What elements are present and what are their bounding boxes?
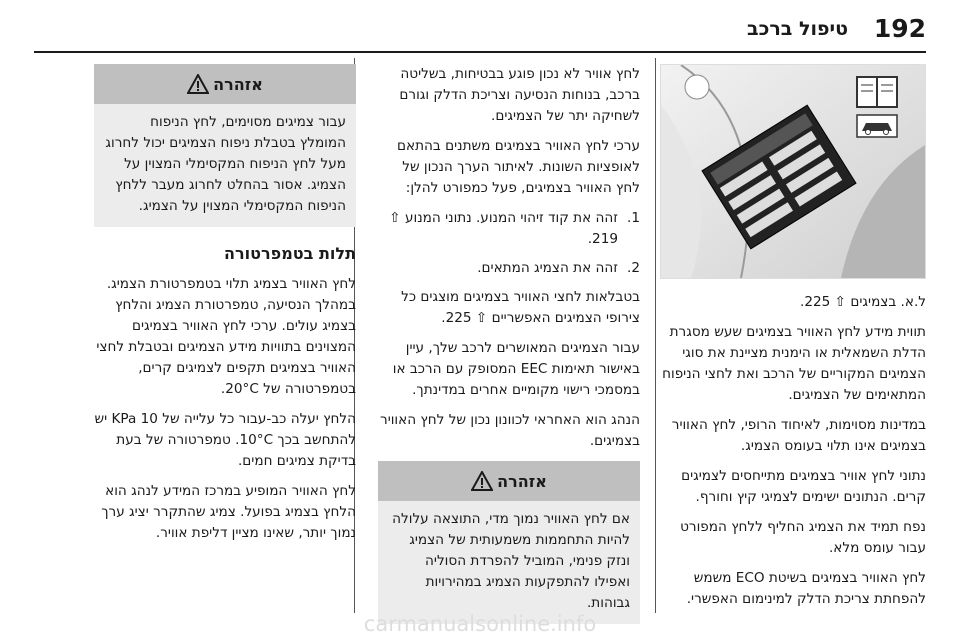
warning-title: אזהרה [497, 471, 547, 491]
warning-text: אם לחץ האוויר נמוך מדי, התוצאה עלולה להיות התחממות משמעותית של הצמיג ונזק פנימי, המוביל להפרדת הסוליה ואפילו להתפקעות הצמיג במהירויות גבוהות. [392, 511, 630, 611]
header-rule [34, 51, 926, 53]
tire-pressure-label-figure [660, 64, 926, 279]
paragraph: נפח תמיד את הצמיג החליף ללחץ המפורט עבור עומס מלא. [680, 519, 926, 556]
section-heading: תלות בטמפרטורה [224, 244, 356, 263]
column-middle [378, 64, 640, 640]
paragraph: במדינות מסוימות, לאיחוד הרופי, לחץ האוויר בצמיגים אינו תלוי בעומס הצמיג. [671, 417, 926, 454]
book-icon [857, 77, 897, 107]
watermark: carmanualsonline.info [363, 612, 597, 636]
paragraph: לחץ האוויר המופיע במרכז המידע לנהג הוא הלחץ בצמיג בפועל. צמיג שהתקרר יציג ערך נמוך יותר, שאינו מציין דליפת אוויר. [101, 483, 356, 541]
warning-header [94, 64, 356, 104]
warning-title: אזהרה [213, 74, 263, 94]
paragraph: הנהג הוא האחראי לכוונון נכון של לחץ האוויר בצמיגים. [380, 412, 640, 449]
column-divider-right [655, 58, 656, 613]
seal-icon [685, 75, 709, 99]
figure-caption: ל.א. בצמיגים ⇧ 225. [800, 294, 926, 310]
paragraph: לחץ האוויר בצמיגים בשיטת ECO משמש להפחתת צריכת הדלק למינימום האפשרי. [686, 570, 926, 607]
car-icon [857, 115, 897, 137]
paragraph: בטבלאות לחצי האוויר בצמיגים מוצגים כל צירופי הצמיגים האפשריים ⇧ 225. [401, 289, 640, 326]
page-header [0, 0, 960, 50]
warning-triangle-icon [471, 471, 493, 491]
numbered-list [378, 208, 640, 279]
warning-text: עבור צמיגים מסוימים, לחץ הניפוח המומלץ בטבלת ניפוח הצמיגים יכול לחרוג מעל לחץ הניפוח המקסימלי המצוין על הצמיג. אסור בהחלט לחרוג מעבר ללחץ הניפוח המקסימלי המצוין על הצמיג. [105, 114, 346, 214]
door-frame-illustration [661, 65, 925, 278]
warning-box [94, 64, 356, 227]
column-right [660, 292, 926, 619]
list-item: 1. זהה את קוד זיהוי המנוע. נתוני המנוע ⇧ 219. [389, 210, 640, 247]
paragraph: נתוני לחץ אוויר בצמיגים מתייחסים לצמיגים קרים. הנתונים ישימים לצמיגי קיץ וחורף. [681, 468, 926, 505]
chapter-title: טיפול ברכב [746, 18, 848, 40]
page-number: 192 [873, 14, 926, 43]
paragraph: ערכי לחץ האוויר בצמיגים משתנים בהתאם לאופציות השונות. לאיתור הערך הנכון של לחץ האוויר בצמיגים, פעל כמפורט להלן: [397, 138, 640, 196]
warning-box [378, 461, 640, 624]
paragraph: תווית מידע לחץ האוויר בצמיגים שעש מסגרת הדלת השמאלית או הימנית מציינת את סוגי הצמיגים המקוריים של הרכב ואת לחצי הניפוח המתאימים של הצמיגים. [662, 324, 926, 403]
paragraph: הלחץ יעלה כב-עבור כל עלייה של 10 KPa יש להתחשב בכך 10°C. טמפרטורה של בעת בדיקת צמיגים חמים. [94, 411, 356, 469]
paragraph: לחץ אוויר לא נכון פוגע בבטיחות, בשליטה ברכב, בנוחות הנסיעה וצריכת הדלק וגורם לשחיקה יתר של הצמיגים. [399, 66, 640, 124]
paragraph: לחץ האוויר בצמיג תלוי בטמפרטורת הצמיג. במהלך הנסיעה, טמפרטורת הצמיג והלחץ בצמיג עולים. ערכי לחץ האוויר בצמיגים המצוינים בתוויות מידע הצמיגים ובטבלת לחצי האוויר בצמיגים תקפים לצמיגים קרים, בטמפרטורה של 20°C. [96, 276, 356, 397]
warning-triangle-icon [187, 74, 209, 94]
column-left [94, 64, 356, 553]
paragraph: עבור הצמיגים המאושרים לרכב שלך, עיין באישור תאימות EEC המסופק עם הרכב או במסמכי רישוי מקומיים אחרים במדינתך. [392, 340, 640, 398]
warning-header [378, 461, 640, 501]
list-item: 2. זהה את הצמיג המתאים. [477, 260, 640, 276]
